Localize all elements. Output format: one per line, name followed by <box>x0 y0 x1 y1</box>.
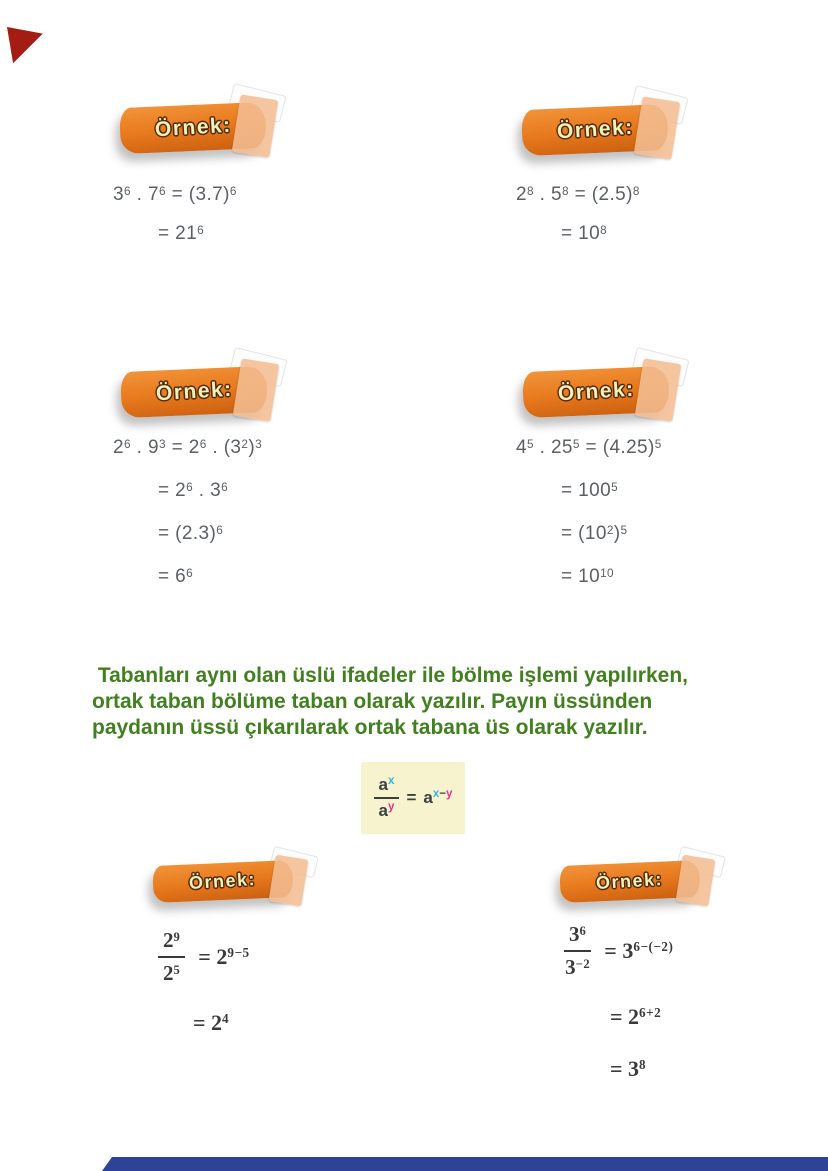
ornek-banner-6 <box>560 860 720 920</box>
formula-exp-x: x <box>388 775 395 788</box>
banner-label: Örnek: <box>188 868 258 894</box>
quotient-rule-formula <box>361 762 465 834</box>
ornek-banner-5 <box>153 860 313 920</box>
math-line: = $2^6$ . $3^6$ <box>158 480 229 501</box>
math-line: = $(10^2)^5$ <box>561 523 628 544</box>
fraction-rhs: = $2^{9-5}$ <box>198 944 250 969</box>
example-6-fraction-line <box>564 922 673 980</box>
formula-base: a <box>378 801 389 820</box>
formula-base: a <box>378 775 389 794</box>
banner-tape <box>635 358 682 421</box>
fraction-denominator: $2^5$ <box>163 961 181 985</box>
math-line: $3^6$ . $7^6 = (3.7)^6$ <box>113 184 237 205</box>
formula-base: a <box>423 788 433 807</box>
example-1-math <box>113 184 237 262</box>
fraction-rhs: = $3^{6-(-2)}$ <box>604 938 674 963</box>
fraction <box>158 928 185 986</box>
formula-denominator <box>379 799 395 821</box>
example-5-fraction-line <box>158 928 250 986</box>
rule-text <box>92 663 764 741</box>
math-line: = $(2.3)^6$ <box>158 523 224 544</box>
math-line: = $100^5$ <box>561 480 619 501</box>
banner-tape <box>233 358 280 421</box>
ornek-banner-3 <box>121 365 281 425</box>
ornek-banner-2 <box>522 103 682 163</box>
formula-numerator <box>374 775 400 799</box>
formula-equals: = <box>406 788 417 807</box>
fraction-numerator: $2^9$ <box>158 928 185 958</box>
fraction <box>564 922 591 980</box>
math-line: $2^8$ . $5^8 = (2.5)^8$ <box>516 184 640 205</box>
rule-text-line: paydanın üssü çıkarılarak ortak tabana üs olarak yazılır. <box>92 716 648 739</box>
math-line: $2^6$ . $9^3 = 2^6$ . $(3^2)^3$ <box>113 437 263 458</box>
banner-label: Örnek: <box>154 377 233 406</box>
ornek-banner-4 <box>523 365 683 425</box>
banner-tape <box>269 855 309 907</box>
banner-tape <box>634 96 681 159</box>
ornek-banner-1 <box>120 101 280 161</box>
rule-text-line: ortak taban bölüme taban olarak yazılır. Payın üssünden <box>92 690 653 713</box>
math-line: = $10^8$ <box>561 223 608 244</box>
example-2-math <box>516 184 640 262</box>
fraction-denominator: $3^{-2}$ <box>565 955 591 979</box>
example-4-math <box>516 437 662 609</box>
example-3-math <box>113 437 262 609</box>
formula-fraction <box>374 775 400 821</box>
banner-label: Örnek: <box>556 377 635 406</box>
formula-exp-y: y <box>388 801 395 814</box>
formula-rhs-exponent: x−y <box>432 788 453 801</box>
page-corner-ribbon <box>7 27 45 64</box>
banner-tape <box>676 855 716 907</box>
example-5-step-1: = $2^4$ <box>193 1010 230 1035</box>
fraction-numerator: $3^6$ <box>564 922 591 952</box>
banner-label: Örnek: <box>555 115 634 144</box>
formula-rhs <box>423 788 452 808</box>
math-line: = $21^6$ <box>158 223 205 244</box>
rule-text-line: Tabanları aynı olan üslü ifadeler ile bölme işlemi yapılırken, <box>92 664 688 687</box>
page-footer-bar <box>102 1157 828 1171</box>
example-6-step-1: = $2^{6+2}$ <box>610 1004 662 1029</box>
banner-label: Örnek: <box>153 113 232 142</box>
math-line: = $6^6$ <box>158 566 194 587</box>
math-line: = $10^{10}$ <box>561 566 614 587</box>
math-line: $4^5$ . $25^5 = (4.25)^5$ <box>516 437 662 458</box>
banner-tape <box>232 94 279 157</box>
example-6-step-2: = $3^8$ <box>610 1056 647 1081</box>
banner-label: Örnek: <box>595 868 665 894</box>
